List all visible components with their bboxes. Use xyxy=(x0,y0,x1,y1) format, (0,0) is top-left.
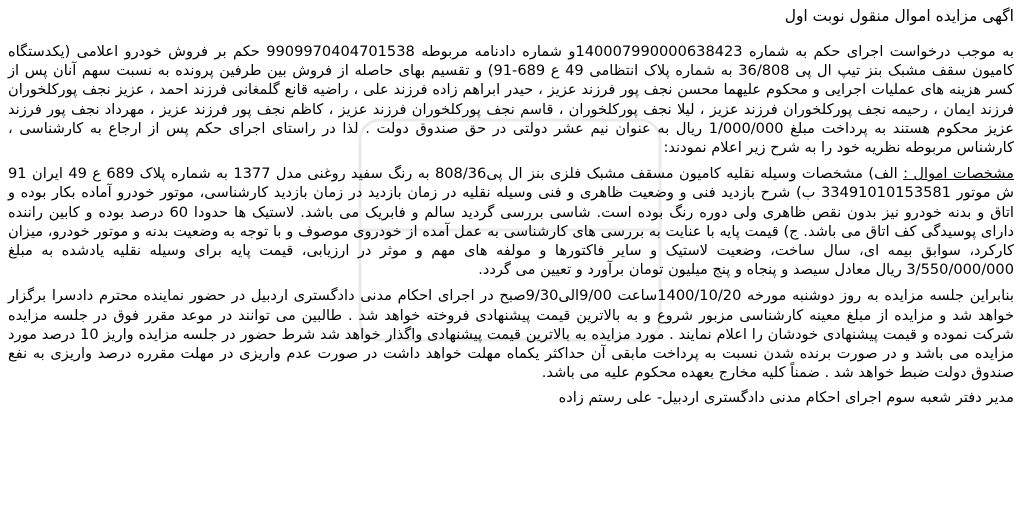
notice-signature: مدیر دفتر شعبه سوم اجرای احکام مدنی دادگستری اردبیل- علی رستم زاده xyxy=(558,389,1014,407)
paragraph-spacer xyxy=(8,279,1014,286)
paragraph-spacer xyxy=(8,157,1014,164)
specs-body: الف) مشخصات وسیله نقلیه کامیون مسقف مشبک فلزی بنز ال پی808/36 به رنگ سفید روغنی مدل 1377 به شماره پلاک 689 ع 49 ایران 91 ش موتور 33491010153581 ب) شرح بازدید فنی و وضعیت ظاهری و فنی وسیله نقلیه در زمان بازدید در زمان بازدید کارشناسی، موتور خودرو آماده بکار بوده و اتاق و بدنه خودرو نیز بدون نقص ظاهری ولی دوره رنگ بوده است. شاسی بررسی گردید سالم و فابریک می باشد. لاستیک ها حدودا 60 درصد بوده و کابین راننده دارای پوسیدگی کف اتاق می باشد. ج) قیمت پایه با عنایت به بررسی های کارشناسی به عمل آمده از خودروی موصوف و با توجه به وضعیت بدنه و موتور خودرو، میزان کارکرد، سوابق بیمه ای، سال ساخت، وضعیت لاستیک و سایر فاکتورها و مولفه های مهم و موثر در ارزیابی، قیمت پایه برای وسیله نقلیه یادشده به مبلغ 3/550/000/000 ریال معادل سیصد و پنجاه و پنج میلیون تومان برآورد و تعیین می گردد. xyxy=(8,165,1014,279)
specs-heading: مشخصات اموال : xyxy=(903,165,1014,183)
notice-paragraph-intro: به موجب درخواست اجرای حکم به شماره 14000799000063842‌3و شماره دادنامه مربوطه 9909970404701538 حکم بر فروش خودرو اعلامی (یکدستگاه کامیون سقف مشبک بنز تیپ ال پی 36/808 به شماره پلاک انتظامی 49 ع 689-91) و تقسیم بهای حاصله از فروش بین طرفین پرونده به نسبت سهم آنان پس از کسر هزینه های عملیات اجرایی و محکوم علیهما محسن نجف پور فرزند عزیز ، حیدر ابراهم زاده فرزند علی ، راضیه قانع گلمغانی فرزند احمد ، عزیز نجف پورکلخوران فرزند ایمان ، رحیمه نجف پورکلخوران فرزند عزیز ، لیلا نجف پورکلخوران ، قاسم نجف پورکلخوران فرزند عزیز ، کاظم نجف پور فرزند عزیز ، مهرداد نجف پور فرزند عزیز محکوم هستند به پرداخت مبلغ 1/000/000 ریال به عنوان نیم عشر دولتی در حق صندوق دولت . لذا در راستای اجرای حکم پس از ارجاع به کارشناسی ، کارشناس مربوطه نظریه خود را به شرح زیر اعلام نمودند: xyxy=(8,43,1015,157)
notice-paragraph-session: بنابراین جلسه مزایده به روز دوشنبه مورخه 1400/10/20ساعت 9/00الی9/30صبح در اجرای احکام مدنی دادگستری اردبیل در حضور نماینده محترم دادسرا برگزار خواهد شد و مزایده از مبلغ معینه کارشناسی مزبور شروع و به بالاترین قیمت پیشنهادی فروخته خواهد شد . طالبین می توانند در موعد مقرر فوق در جلسه مزایده شرکت نموده و قیمت پیشنهادی خودشان را اعلام نمایند . مورد مزایده به بالاترین قیمت پیشنهادی واگذار خواهد شد شرط حضور در جلسه مزایده واریز 10 درصد مورد مزایده می باشد و در صورت برنده شدن نسبت به پرداخت مابقی آن حداکثر یکماه مهلت خواهد داشت در صورت عدم واریزی در مهلت مقرره درصد واریزی به نفع صندوق دولت ضبط خواهد شد . ضمناً کلیه مخارج بعهده محکوم علیه می باشد. xyxy=(8,287,1015,382)
notice-title: اگهی مزایده اموال منقول نوبت اول xyxy=(784,7,1014,25)
notice-paragraph-specs xyxy=(8,164,1014,279)
